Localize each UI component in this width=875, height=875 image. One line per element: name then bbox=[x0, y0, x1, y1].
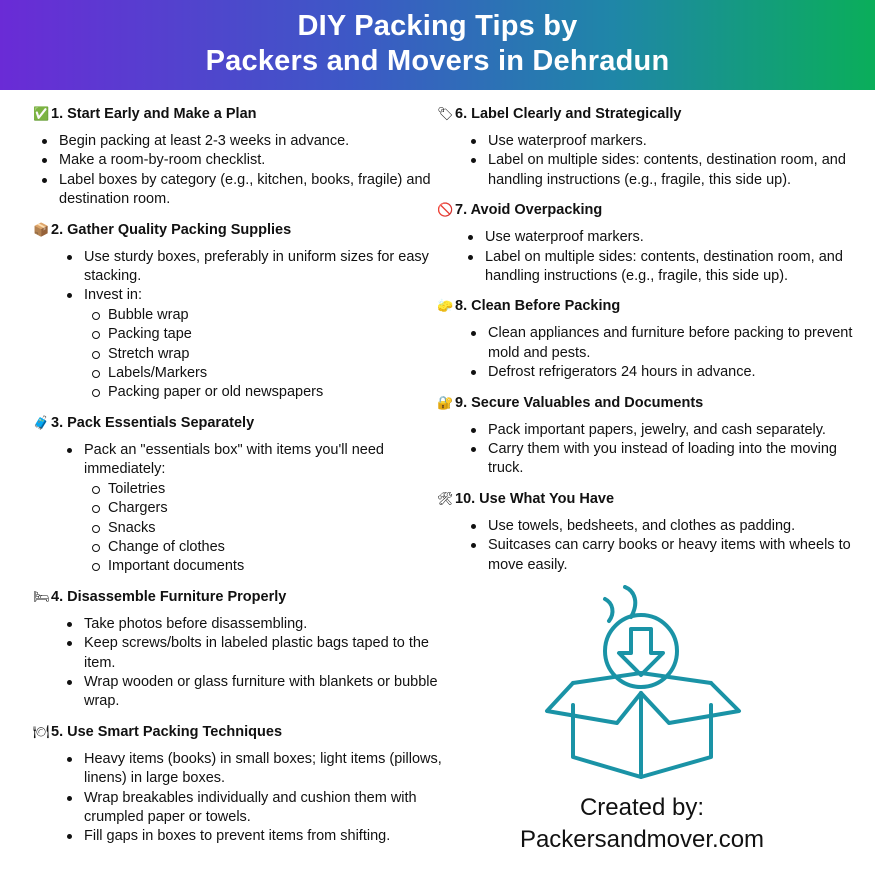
list-item: Use waterproof markers. bbox=[488, 132, 857, 151]
sub-list-item: Packing paper or old newspapers bbox=[108, 383, 443, 402]
sub-list-item: Important documents bbox=[108, 557, 443, 576]
section-title-text: 5. Use Smart Packing Techniques bbox=[51, 723, 283, 740]
credit-block bbox=[492, 792, 792, 856]
list-item: Carry them with you instead of loading into the moving truck. bbox=[488, 440, 857, 479]
section-title bbox=[437, 104, 857, 124]
tip-list bbox=[437, 132, 857, 190]
section-smart-techniques bbox=[33, 722, 443, 847]
list-item: Defrost refrigerators 24 hours in advance. bbox=[488, 363, 857, 382]
open-box-download-icon bbox=[543, 585, 743, 780]
section-title-text: 4. Disassemble Furniture Properly bbox=[51, 588, 287, 605]
sub-list bbox=[108, 480, 443, 577]
tip-list bbox=[437, 517, 857, 575]
sub-list-item: Toiletries bbox=[108, 480, 443, 499]
list-item: Suitcases can carry books or heavy items with wheels to move easily. bbox=[488, 536, 857, 575]
list-item bbox=[84, 286, 443, 402]
section-title bbox=[437, 489, 857, 509]
list-item: Wrap breakables individually and cushion them with crumpled paper or towels. bbox=[84, 789, 443, 828]
sponge-icon: 🧽 bbox=[437, 298, 454, 314]
section-title-text: 1. Start Early and Make a Plan bbox=[51, 106, 257, 122]
tip-list bbox=[33, 750, 443, 847]
right-column bbox=[437, 104, 857, 585]
section-clean-before bbox=[437, 296, 857, 382]
title-line-1: DIY Packing Tips by bbox=[297, 10, 578, 42]
sub-list-item: Stretch wrap bbox=[108, 345, 443, 364]
section-start-early bbox=[33, 104, 443, 210]
list-item-text: Invest in: bbox=[84, 287, 143, 304]
sub-list bbox=[108, 306, 443, 403]
sub-list-item: Snacks bbox=[108, 519, 443, 538]
list-item: Heavy items (books) in small boxes; light items (pillows, linens) in large boxes. bbox=[84, 750, 443, 789]
section-label-clearly bbox=[437, 104, 857, 190]
sub-list-item: Change of clothes bbox=[108, 538, 443, 557]
left-column bbox=[33, 104, 443, 857]
section-packing-supplies bbox=[33, 220, 443, 403]
section-title-text: 10. Use What You Have bbox=[455, 490, 615, 507]
list-item: Fill gaps in boxes to prevent items from shifting. bbox=[84, 827, 443, 846]
list-item: Use sturdy boxes, preferably in uniform sizes for easy stacking. bbox=[84, 248, 443, 287]
sub-list-item: Bubble wrap bbox=[108, 306, 443, 325]
list-item: Use towels, bedsheets, and clothes as padding. bbox=[488, 517, 857, 536]
section-title bbox=[33, 587, 443, 607]
tip-list bbox=[33, 248, 443, 403]
tip-list bbox=[437, 228, 857, 286]
section-title bbox=[33, 220, 443, 240]
credit-label: Created by: bbox=[579, 794, 705, 821]
list-item: Take photos before disassembling. bbox=[84, 615, 443, 634]
section-title-text: 3. Pack Essentials Separately bbox=[51, 414, 255, 431]
label-tag-icon: 🏷 bbox=[437, 106, 454, 121]
list-item: Keep screws/bolts in labeled plastic bags taped to the item. bbox=[84, 634, 443, 673]
section-title-text: 7. Avoid Overpacking bbox=[455, 202, 603, 219]
credit-website: Packersandmover.com bbox=[519, 826, 765, 853]
section-title bbox=[33, 413, 443, 433]
section-title bbox=[437, 393, 857, 413]
section-title bbox=[33, 104, 443, 124]
tip-list bbox=[437, 324, 857, 382]
tip-list bbox=[33, 441, 443, 577]
section-title bbox=[437, 200, 857, 220]
list-item: Pack important papers, jewelry, and cash separately. bbox=[488, 421, 857, 440]
title-line-2: Packers and Movers in Dehradun bbox=[205, 45, 670, 77]
luggage-icon: 🧳 bbox=[33, 414, 50, 430]
list-item: Make a room-by-room checklist. bbox=[59, 151, 443, 170]
list-item: Clean appliances and furniture before packing to prevent mold and pests. bbox=[488, 324, 857, 363]
package-icon: 📦 bbox=[33, 221, 50, 237]
tip-list bbox=[33, 132, 443, 210]
section-title bbox=[437, 296, 857, 316]
section-disassemble-furniture bbox=[33, 587, 443, 712]
section-title-text: 6. Label Clearly and Strategically bbox=[455, 106, 682, 122]
sub-list-item: Chargers bbox=[108, 499, 443, 518]
section-title-text: 2. Gather Quality Packing Supplies bbox=[51, 221, 292, 238]
list-item: Label on multiple sides: contents, destination room, and handling instructions (e.g., fragile, this side up). bbox=[485, 248, 857, 287]
section-title-text: 8. Clean Before Packing bbox=[455, 298, 621, 315]
list-item: Begin packing at least 2-3 weeks in advance. bbox=[59, 132, 443, 151]
section-pack-essentials bbox=[33, 413, 443, 577]
section-title-text: 9. Secure Valuables and Documents bbox=[455, 394, 704, 411]
prohibited-icon: 🚫 bbox=[437, 202, 454, 218]
tip-list bbox=[33, 615, 443, 712]
sub-list-item: Packing tape bbox=[108, 325, 443, 344]
section-use-what-you-have bbox=[437, 489, 857, 575]
list-item: Label boxes by category (e.g., kitchen, books, fragile) and destination room. bbox=[59, 171, 443, 210]
header-banner bbox=[0, 0, 875, 90]
tools-icon: 🛠 bbox=[437, 490, 454, 506]
list-item: Wrap wooden or glass furniture with blankets or bubble wrap. bbox=[84, 673, 443, 712]
plate-icon: 🍽 bbox=[33, 723, 50, 739]
list-item: Use waterproof markers. bbox=[485, 228, 857, 247]
lock-icon: 🔐 bbox=[437, 394, 454, 410]
section-secure-valuables bbox=[437, 393, 857, 479]
list-item-text: Pack an "essentials box" with items you'll need immediately: bbox=[84, 441, 384, 478]
sub-list-item: Labels/Markers bbox=[108, 364, 443, 383]
checkmark-icon: ✅ bbox=[33, 106, 50, 121]
section-avoid-overpacking bbox=[437, 200, 857, 286]
section-title bbox=[33, 722, 443, 742]
list-item: Label on multiple sides: contents, destination room, and handling instructions (e.g., fragile, this side up). bbox=[488, 151, 857, 190]
tip-list bbox=[437, 421, 857, 479]
list-item bbox=[84, 441, 443, 577]
bed-icon: 🛏 bbox=[33, 588, 50, 604]
